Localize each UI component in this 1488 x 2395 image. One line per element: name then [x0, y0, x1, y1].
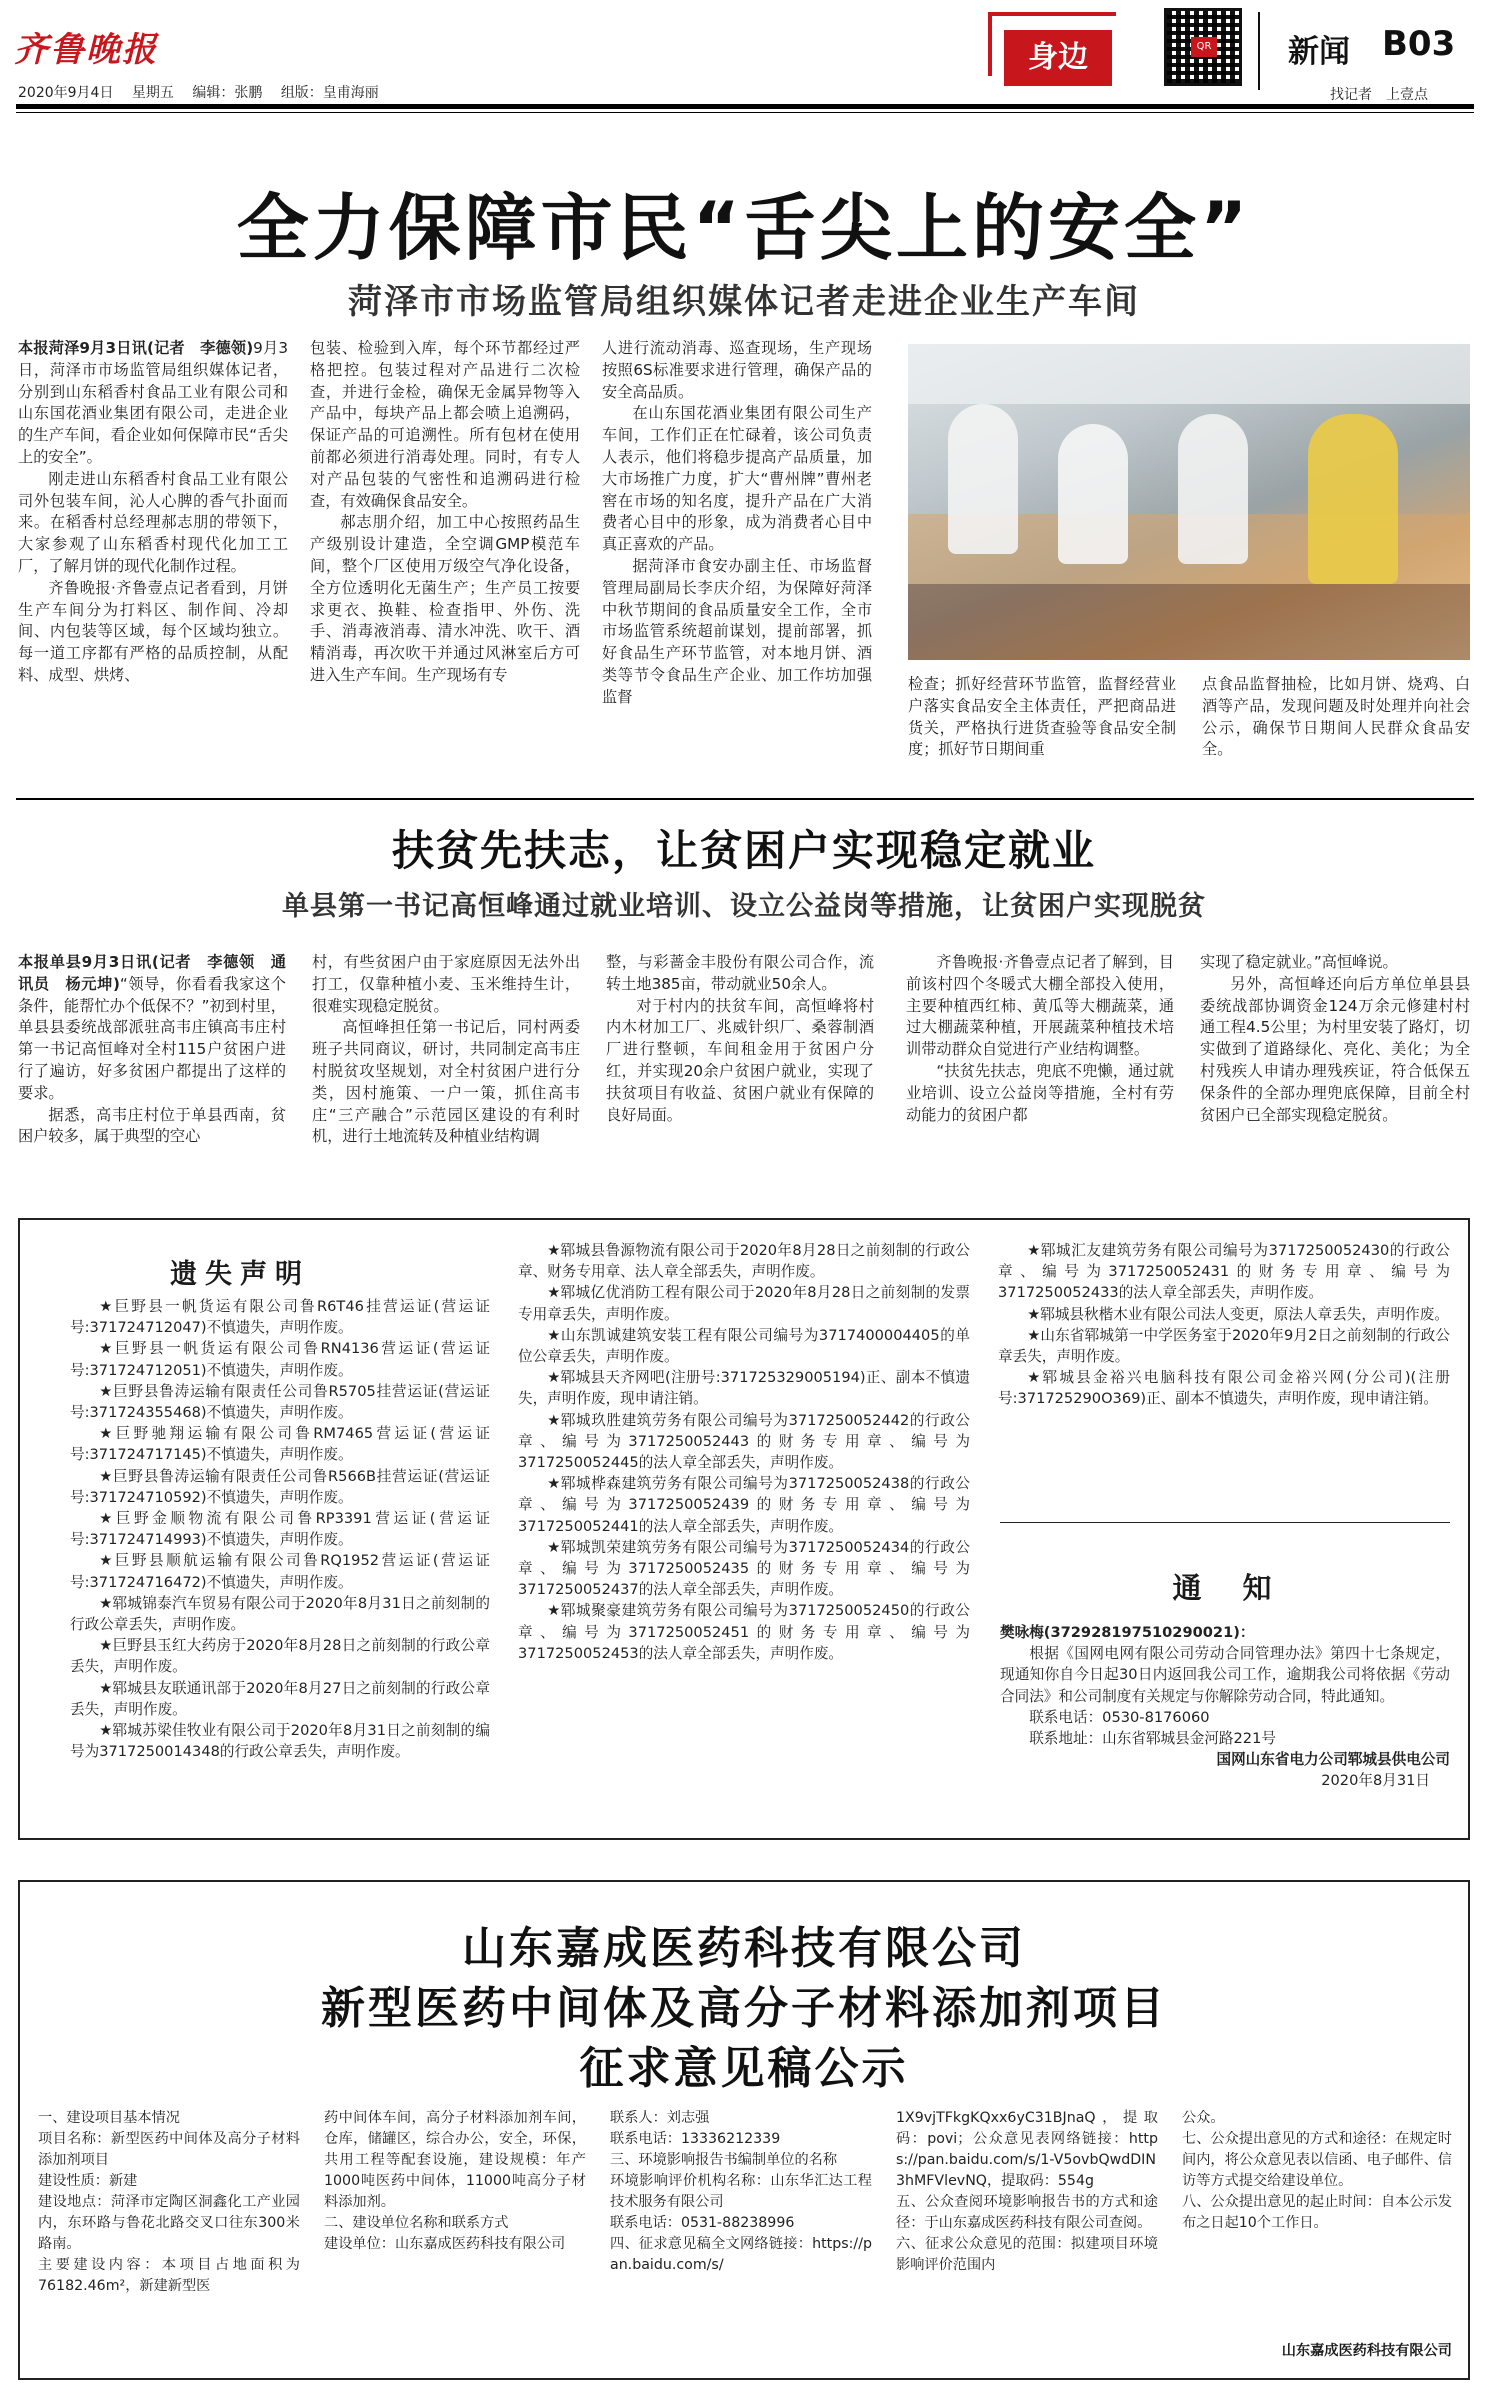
story1-title: 全力保障市民“舌尖上的安全” — [236, 186, 1252, 270]
story2-col5: 实现了稳定就业。”高恒峰说。 另外，高恒峰还向后方单位单县县委统战部协调资金124万余元修建村村通工程4.5公里；为村里安装了路灯，切实做到了道路绿化、亮化、美化；为全村残疾人申请办理残疾证，符合低保五保条件的全部办理兜底保障，目前全村贫困户已全部实现稳定脱贫。 — [1200, 953, 1470, 1124]
story1-end-rule — [16, 798, 1474, 800]
notice-divider — [1000, 1522, 1450, 1523]
lost-notice-item: ★巨野县鲁涛运输有限责任公司鲁R5705挂营运证(营运证号:371724355468)不慎遗失，声明作废。 — [70, 1382, 490, 1422]
lost-notice-item: ★巨野县鲁涛运输有限责任公司鲁R566B挂营运证(营运证号:371724710592)不慎遗失，声明作废。 — [70, 1467, 490, 1506]
story2-col4: 齐鲁晚报·齐鲁壹点记者了解到，目前该村四个冬暖式大棚全部投入使用，主要种植西红柿、黄瓜等大棚蔬菜，通过大棚蔬菜种植，开展蔬菜种植技术培训带动群众自觉进行产业结构调整。 “扶贫先扶志，兜底不兜懒，通过就业培训、设立公益岗等措施，全村有劳动能力的贫困户都 — [906, 953, 1174, 1124]
notice-signature: 国网山东省电力公司郓城县供电公司 — [1216, 1751, 1450, 1769]
story1-subtitle: 菏泽市市场监管局组织媒体记者走进企业生产车间 — [348, 282, 1140, 322]
notice-address: 联系地址：山东省郓城县金河路221号 — [1029, 1730, 1276, 1748]
newspaper-logo: 齐鲁晚报 — [14, 30, 158, 70]
lost-notice-item: ★山东凯诚建筑安装工程有限公司编号为3717400004405的单位公章丢失，声明作废。 — [518, 1326, 970, 1366]
masthead-rule — [16, 104, 1474, 109]
ad-col2: 药中间体车间，高分子材料添加剂车间，仓库，储罐区，综合办公，安全，环保，共用工程等配套设施，建设规模：年产1000吨医药中间体，11000吨高分子材料添加剂。 二、建设单位名称和联系方式 建设单位：山东嘉成医药科技有限公司 — [324, 2110, 586, 2252]
lost-notice-item: ★郓城汇友建筑劳务有限公司编号为3717250052430的行政公章、编号为3717250052431的财务专用章、编号为3717250052433的法人章全部丢失，声明作废。 — [998, 1242, 1450, 1302]
lost-notice-item: ★郓城聚豪建筑劳务有限公司编号为3717250052450的行政公章、编号为3717250052451的财务专用章、编号为3717250052453的法人章全部丢失，声明作废。 — [518, 1602, 970, 1662]
lost-notice-item: ★郓城县鲁源物流有限公司于2020年8月28日之前刻制的行政公章、财务专用章、法人章全部丢失，声明作废。 — [518, 1242, 970, 1281]
lost-notice-col2 — [518, 1240, 970, 1836]
lost-notice-item: ★巨野县玉红大药房于2020年8月28日之前刻制的行政公章丢失，声明作废。 — [70, 1637, 490, 1676]
ad-title-line1: 山东嘉成医药科技有限公司 — [462, 1923, 1026, 1974]
issue-weekday: 星期五 — [131, 85, 174, 101]
notice-addressee: 樊咏梅(372928197510290021)： — [1000, 1624, 1255, 1641]
notice-body: 樊咏梅(372928197510290021)： 根据《国网电网有限公司劳动合同管理办法》第四十七条规定，现通知你自今日起30日内返回我公司工作，逾期我公司将依据《劳动合同法》和公司制度有关规定与你解除劳动合同，特此通知。 联系电话：0530-8176060 联系地址：山东省郓城县金河路221号 国网山东省电力公司郓城县供电公司 2020年8月31日 — [1000, 1622, 1450, 1832]
issue-info — [18, 82, 379, 102]
notice-title: 通 知 — [1172, 1571, 1278, 1605]
lost-notice-item: ★巨野县顺航运输有限公司鲁RQ1952营运证(营运证号:371724716472)不慎遗失，声明作废。 — [70, 1552, 490, 1591]
lost-notice-item: ★郓城县秋楷木业有限公司法人变更，原法人章丢失，声明作废。 — [1027, 1305, 1449, 1323]
lost-notice-item: ★郓城县友联通讯部于2020年8月27日之前刻制的行政公章丢失，声明作废。 — [70, 1679, 490, 1718]
section-tag: 身边 — [1004, 30, 1112, 86]
ad-title-line2: 新型医药中间体及高分子材料添加剂项目 — [321, 1983, 1167, 2034]
story1-col1: 本报菏泽9月3日讯(记者 李德领)9月3日，菏泽市市场监管局组织媒体记者，分别到山东稻香村食品工业有限公司和山东国花酒业集团有限公司，走进企业的生产车间，看企业如何保障市民“舌尖上的安全”。 刚走进山东稻香村食品工业有限公司外包装车间，沁人心脾的香气扑面而来。在稻香村总经理郝志朋的带领下，大家参观了山东稻香村现代化加工工厂，了解月饼的现代化制作过程。 齐鲁晚报·齐鲁壹点记者看到，月饼生产车间分为打料区、制作间、冷却间、内包装等区域，每个区域均独立。每一道工序都有严格的品质控制，从配料、成型、烘烤、 — [18, 339, 288, 684]
issue-layout: 组版：皇甫海丽 — [280, 85, 379, 101]
ad-col4: 1X9vjTFkgKQxx6yC31BJnaQ，提取码：povi；公众意见表网络链接：https://pan.baidu.com/s/1-V5ovbQwdDIN3hMFVlevNQ，提取码：554g 五、公众查阅环境影响报告书的方式和途径：于山东嘉成医药科技有限公司查阅。 六、征求公众意见的范围：拟建项目环境影响评价范围内 — [896, 2110, 1158, 2273]
lost-notice-item: ★巨野县一帆货运有限公司鲁RN4136营运证(营运证号:371724712051)不慎遗失，声明作废。 — [70, 1340, 490, 1379]
notice-phone: 联系电话：0530-8176060 — [1029, 1708, 1210, 1726]
lost-notice-item: ★巨野县一帆货运有限公司鲁R6T46挂营运证(营运证号:371724712047)不慎遗失，声明作废。 — [70, 1298, 490, 1337]
story2-title: 扶贫先扶志，让贫困户实现稳定就业 — [391, 826, 1096, 875]
lost-notice-item: ★郓城苏梁佳牧业有限公司于2020年8月31日之前刻制的编号为3717250014348的行政公章丢失，声明作废。 — [70, 1722, 490, 1761]
lost-notice-item: ★郓城县金裕兴电脑科技有限公司金裕兴网(分公司)(注册号:371725290O369)正、副本不慎遗失，声明作废，现申请注销。 — [998, 1369, 1450, 1408]
notice-date: 2020年8月31日 — [1321, 1772, 1430, 1790]
section-name: 新闻 — [1288, 34, 1350, 70]
ad-col3: 联系人：刘志强 联系电话：13336212339 三、环境影响报告书编制单位的名称 环境影响评价机构名称：山东华汇达工程技术服务有限公司 联系电话：0531-88238996 四、征求意见稿全文网络链接：https://pan.baidu.com/s/ — [610, 2110, 872, 2273]
lost-notice-col3 — [998, 1240, 1450, 1510]
qr-code[interactable] — [1164, 8, 1242, 86]
lost-notice-item: ★山东省郓城第一中学医务室于2020年9月2日之前刻制的行政公章丢失，声明作废。 — [998, 1326, 1450, 1366]
ad-signature: 山东嘉成医药科技有限公司 — [1281, 2343, 1452, 2359]
lost-notice-item: ★郓城凯荣建筑劳务有限公司编号为3717250052434的行政公章、编号为3717250052435的财务专用章、编号为3717250052437的法人章全部丢失，声明作废。 — [518, 1538, 970, 1599]
lost-notice-item: ★郓城亿优消防工程有限公司于2020年8月28日之前刻制的发票专用章丢失，声明作废。 — [518, 1284, 970, 1323]
story1-col3: 人进行流动消毒、巡查现场，生产现场按照6S标准要求进行管理，确保产品的安全高品质。 在山东国花酒业集团有限公司生产车间，工作们正在忙碌着，该公司负责人表示，他们将稳步提高产品质量，加大市场推广力度，扩大“曹州牌”曹州老窖在市场的知名度，提升产品在广大消费者心目中的形象，成为消费者心目中真正喜欢的产品。 据菏泽市食安办副主任、市场监督管理局副局长李庆介绍，为保障好菏泽中秋节期间的食品质量安全工作，全市市场监管系统超前谋划，提前部署，抓好食品生产环节监管，对本地月饼、酒类等节令食品生产企业、加工作坊加强监督 — [602, 339, 872, 706]
lost-notice-title: 遗失声明 — [170, 1259, 310, 1290]
ad-col1: 一、建设项目基本情况 项目名称：新型医药中间体及高分子材料添加剂项目 建设性质：新建 建设地点：菏泽市定陶区洞鑫化工产业园内，东环路与鲁花北路交叉口往东300米路南。 主要建设内容：本项目占地面积为76182.46m²，新建新型医 — [38, 2110, 300, 2294]
story2-col2: 村，有些贫困户由于家庭原因无法外出打工，仅靠种植小麦、玉米维持生计，很难实现稳定脱贫。 高恒峰担任第一书记后，同村两委班子共同商议，研讨，共同制定高韦庄村脱贫攻坚规划，对全村贫困户进行分类，因村施策、一户一策，抓住高韦庄“三产融合”示范园区建设的有利时机，进行土地流转及种植业结构调 — [312, 953, 580, 1146]
story1-col4: 检查；抓好经营环节监管，监督经营业户落实食品安全主体责任，严把商品进货关，严格执行进货查验等食品安全制度；抓好节日期间重 — [908, 675, 1176, 759]
story1-byline: 本报菏泽9月3日讯(记者 李德领) — [18, 339, 254, 357]
lost-notice-item: ★巨野驰翔运输有限公司鲁RM7465营运证(营运证号:371724717145)不慎遗失，声明作废。 — [70, 1425, 490, 1464]
lost-notice-item: ★郓城锦泰汽车贸易有限公司于2020年8月31日之前刻制的行政公章丢失，声明作废。 — [70, 1594, 490, 1634]
story2-col1: 本报单县9月3日讯(记者 李德领 通讯员 杨元坤)“领导，你看看我家这个条件，能帮忙办个低保不？”初到村里，单县县委统战部派驻高韦庄镇高韦庄村第一书记高恒峰对全村115户贫困户进行了遍访，好多贫困户都提出了这样的要求。 据悉，高韦庄村位于单县西南，贫困户较多，属于典型的空心 — [18, 953, 286, 1146]
lost-notice-item: ★郓城桦森建筑劳务有限公司编号为3717250052438的行政公章、编号为3717250052439的财务专用章、编号为3717250052441的法人章全部丢失，声明作废。 — [518, 1475, 970, 1535]
issue-date: 2020年9月4日 — [18, 85, 114, 101]
ad-title-line3: 征求意见稿公示 — [579, 2043, 909, 2094]
ad-col5: 公众。 七、公众提出意见的方式和途径：在规定时间内，将公众意见表以信函、电子邮件、信访等方式提交给建设单位。 八、公众提出意见的起止时间：自本公示发布之日起10个工作日。 — [1182, 2110, 1452, 2231]
issue-editor: 编辑：张鹏 — [192, 85, 263, 101]
story2-col3: 整，与彩蔷金丰股份有限公司合作，流转土地385亩，带动就业50余人。 对于村内的扶贫车间，高恒峰将村内木材加工厂、兆威针织厂、桑蓉制酒厂进行整顿，车间租金用于贫困户分红，并实现20余户贫困户就业，实现了扶贫项目有收益、贫困户就业有保障的良好局面。 — [606, 953, 874, 1124]
lost-notice-item: ★巨野金顺物流有限公司鲁RP3391营运证(营运证号:371724714993)不慎遗失，声明作废。 — [70, 1510, 490, 1549]
page-number: B03 — [1382, 24, 1456, 64]
lost-notice-item: ★郓城玖胜建筑劳务有限公司编号为3717250052442的行政公章、编号为3717250052443的财务专用章、编号为3717250052445的法人章全部丢失，声明作废。 — [518, 1411, 970, 1472]
story1-photo — [908, 344, 1470, 660]
story1-col5: 点食品监督抽检，比如月饼、烧鸡、白酒等产品，发现问题及时处理并向社会公示，确保节日期间人民群众食品安全。 — [1202, 675, 1470, 759]
qr-center-label: QR — [1191, 37, 1217, 57]
slogan: 找记者 上壹点 — [1330, 87, 1428, 103]
lost-notice-item: ★郓城县天齐网吧(注册号:371725329005194)正、副本不慎遗失，声明作废，现申请注销。 — [518, 1369, 970, 1408]
masthead-rule-thin — [16, 112, 1474, 113]
story1-col2: 包装、检验到入库，每个环节都经过严格把控。包装过程对产品进行二次检查，并进行金检，确保无金属异物等入产品中，每块产品上都会喷上追溯码，保证产品的可追溯性。所有包材在使用前都必须进行消毒处理。同时，有专人对产品包装的气密性和追溯码进行检查，有效确保食品安全。 郝志朋介绍，加工中心按照药品生产级别设计建造，全空调GMP模范车间，整个厂区使用万级空气净化设备，全方位透明化无菌生产；生产员工按要求更衣、换鞋、检查指甲、外伤、洗手、消毒液消毒、清水冲洗、吹干、酒精消毒，再次吹干并通过风淋室后方可进入生产车间。生产现场有专 — [310, 339, 580, 684]
story2-subtitle: 单县第一书记高恒峰通过就业培训、设立公益岗等措施，让贫困户实现脱贫 — [282, 891, 1206, 922]
story2-byline: 本报单县9月3日讯(记者 李德领 通讯员 杨元坤) — [18, 953, 286, 993]
masthead-divider — [1258, 12, 1260, 90]
lost-notice-col1 — [70, 1296, 490, 1836]
